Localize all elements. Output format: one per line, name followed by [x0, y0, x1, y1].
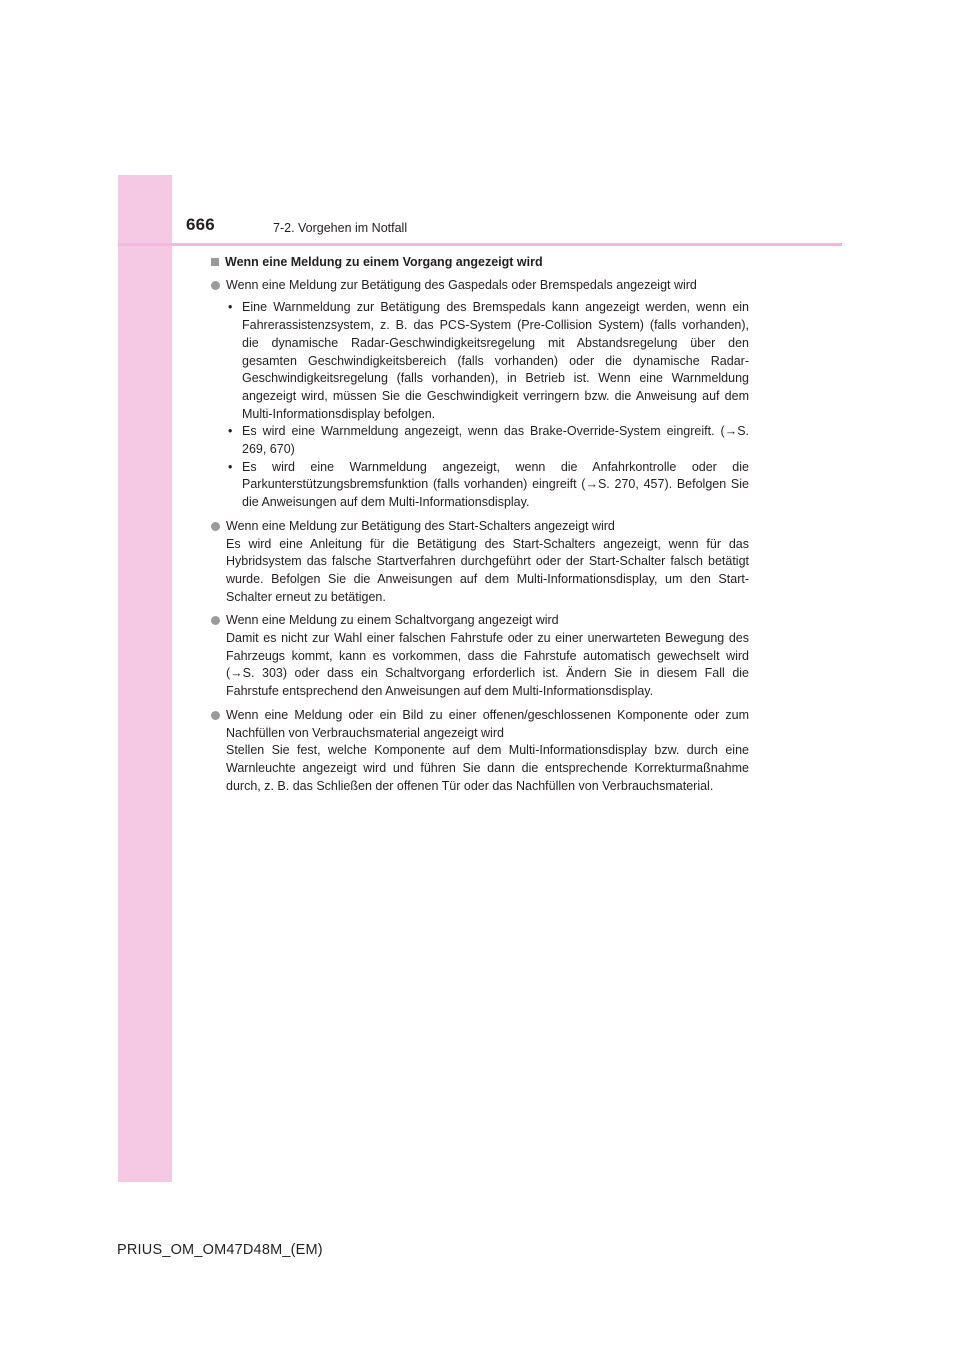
content — [211, 254, 749, 801]
sub-item-text: Es wird eine Warnmeldung angezeigt, wenn die Anfahrkontrolle oder die Parkunterstützungsbremsfunktion (falls vorhanden) eingreift (→S. 270, 457). Befolgen Sie die Anweisungen auf dem Multi-Informationsdisplay. — [242, 459, 749, 510]
document-code: PRIUS_OM_OM47D48M_(EM) — [117, 1242, 323, 1258]
circle-bullet-icon — [211, 522, 220, 531]
sub-item-text: Eine Warnmeldung zur Betätigung des Bremspedals kann angezeigt werden, wenn ein Fahrerassistenzsystem, z. B. das PCS-System (Pre-Collision System) (falls vorhanden), die dynamische Radar-Geschwindigkeitsregelung mit Abstandsregelung über den gesamten Geschwindigkeitsbereich (falls vorhanden) oder die dynamische Radar-Geschwindigkeitsregelung (falls vorhanden), in Betrieb ist. Wenn eine Warnmeldung angezeigt wird, müssen Sie die Geschwindigkeit verringern bzw. die Anweisung auf dem Multi-Informationsdisplay befolgen. — [242, 300, 749, 421]
sub-list-item — [226, 459, 749, 512]
list-item — [211, 612, 749, 701]
dot-icon: • — [228, 300, 233, 315]
section-title: 7-2. Vorgehen im Notfall — [273, 221, 408, 235]
square-bullet-icon — [211, 258, 219, 266]
list-item — [211, 277, 749, 512]
circle-bullet-icon — [211, 281, 220, 290]
bullet-body: Es wird eine Anleitung für die Betätigung des Start-Schalters angezeigt, wenn für das Hybridsystem das falsche Startverfahren durchgeführt oder der Start-Schalter falsch betätigt wurde. Befolgen Sie die Anweisungen auf dem Multi-Informationsdisplay, um den Start-Schalter erneut zu betätigen. — [226, 536, 749, 604]
circle-bullet-icon — [211, 616, 220, 625]
section-heading — [211, 254, 749, 272]
circle-bullet-icon — [211, 711, 220, 720]
sub-item-text: Es wird eine Warnmeldung angezeigt, wenn das Brake-Override-System eingreift. (→S. 269, 670) — [242, 424, 749, 457]
bullet-body: Damit es nicht zur Wahl einer falschen Fahrstufe oder zu einer unerwarteten Bewegung des Fahrzeugs kommt, kann es vorkommen, dass die Fahrstufe automatisch gewechselt wird (→S. 303) oder dass ein Schaltvorgang erforderlich ist. Ändern Sie in diesem Fall die Fahrstufe entsprechend den Anweisungen auf dem Multi-Informationsdisplay. — [226, 631, 749, 699]
bullet-title: Wenn eine Meldung zur Betätigung des Start-Schalters angezeigt wird — [226, 518, 615, 533]
list-item — [211, 707, 749, 796]
list-item — [211, 518, 749, 607]
dot-icon: • — [228, 424, 233, 439]
header-rule — [118, 243, 842, 246]
sub-list — [226, 299, 749, 511]
bullet-title: Wenn eine Meldung zu einem Schaltvorgang angezeigt wird — [226, 613, 559, 628]
bullet-title: Wenn eine Meldung zur Betätigung des Gaspedals oder Bremspedals angezeigt wird — [226, 277, 697, 292]
dot-icon: • — [228, 459, 233, 474]
side-band — [118, 175, 172, 1182]
sub-list-item — [226, 423, 749, 458]
bullet-body: Stellen Sie fest, welche Komponente auf dem Multi-Informationsdisplay bzw. durch eine Warnleuchte angezeigt wird und führen Sie dann die entsprechende Korrekturmaßnahme durch, z. B. das Schließen der offenen Tür oder das Nachfüllen von Verbrauchsmaterial. — [226, 743, 749, 793]
bullet-title: Wenn eine Meldung oder ein Bild zu einer offenen/geschlossenen Komponente oder zum Nachfüllen von Verbrauchsmaterial angezeigt wird — [226, 707, 749, 740]
heading-text: Wenn eine Meldung zu einem Vorgang angezeigt wird — [225, 255, 543, 269]
page-number: 666 — [186, 215, 215, 234]
sub-list-item — [226, 299, 749, 423]
